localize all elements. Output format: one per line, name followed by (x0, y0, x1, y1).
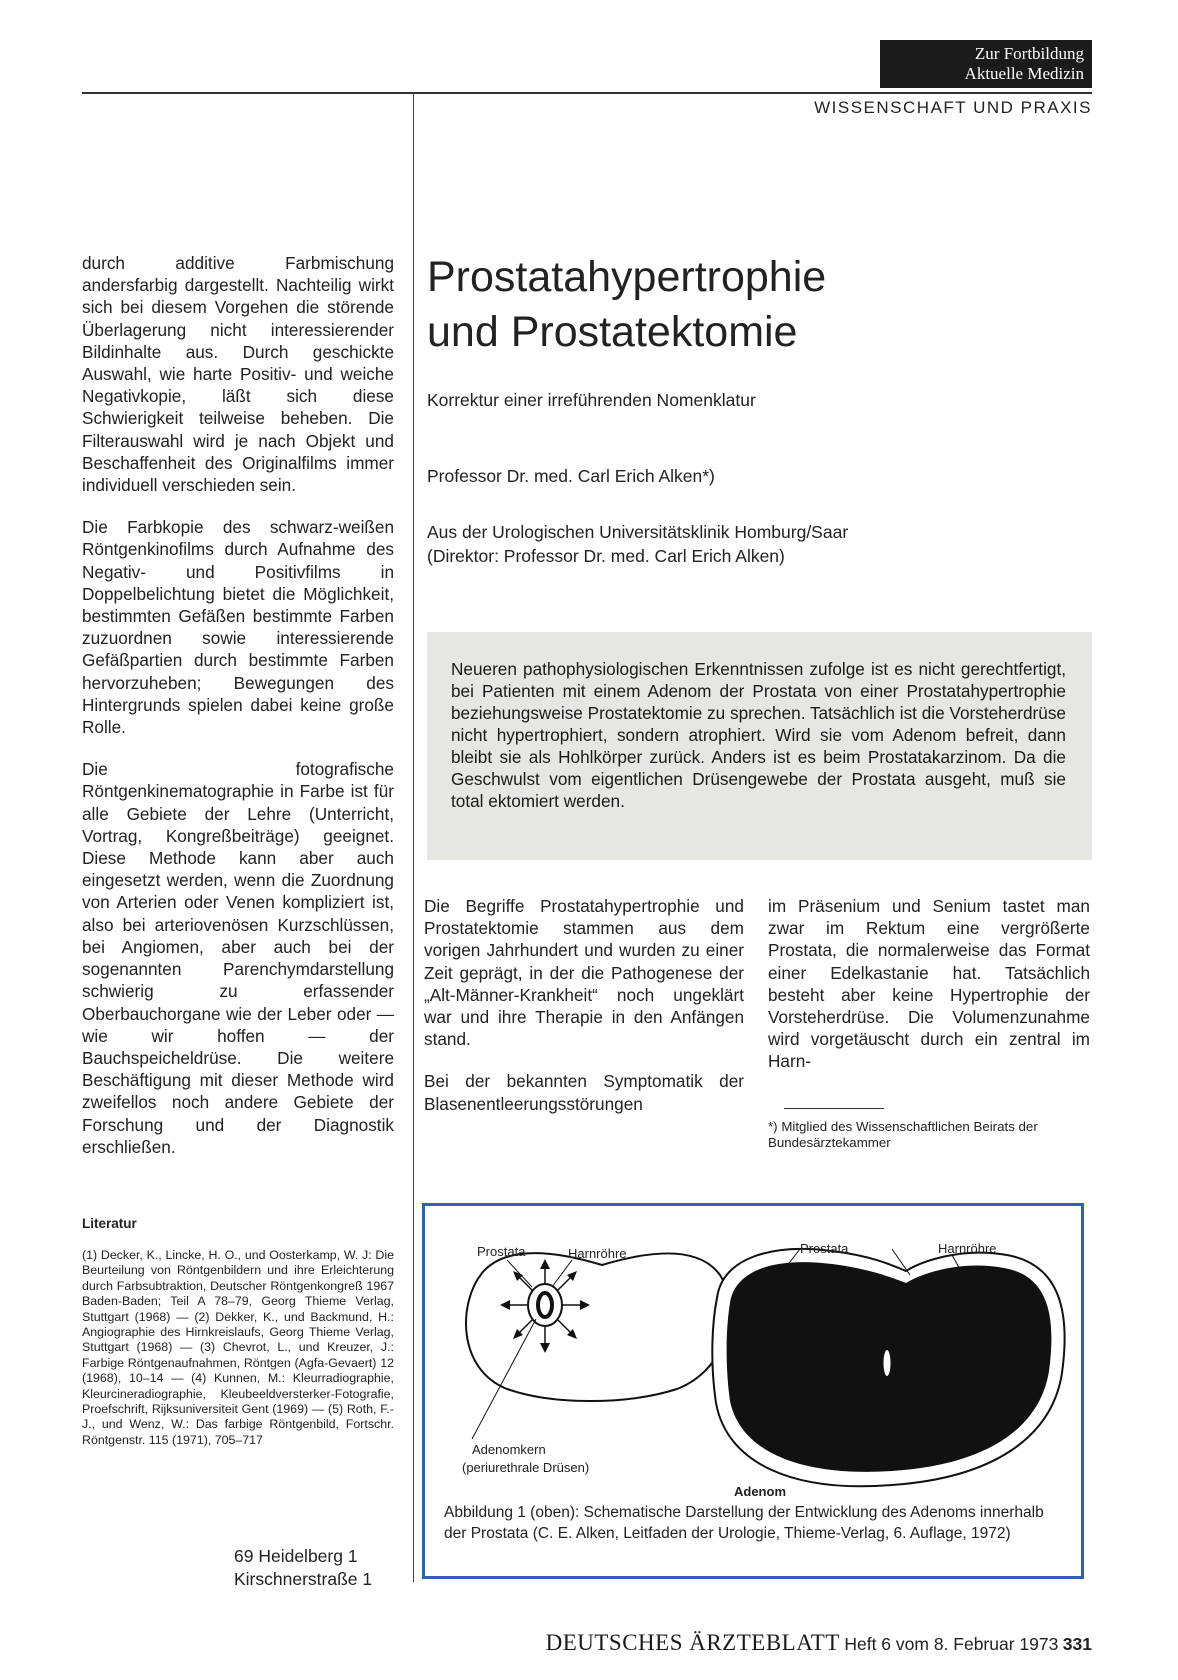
page-number: 331 (1062, 1634, 1092, 1654)
left-label-harnroehre: Harnröhre (568, 1246, 627, 1261)
left-paragraph-1: durch additive Farbmischung andersfarbig dargestellt. Nachteilig wirkt sich bei diesem Vorgehen die störende Überlagerung nicht interessierender Bildinhalte aus. Durch geschickte Auswahl, wie harte Positiv- und weiche Negativkopie, läßt sich diese Schwierigkeit teilweise beheben. Die Filterauswahl wird je nach Objekt und Beschaffenheit des Originalfilms immer individuell verschieden sein. (82, 253, 394, 496)
literature-heading: Literatur (82, 1216, 137, 1231)
advanced-stage-prostate (712, 1249, 1064, 1486)
title-line-2: und Prostatektomie (427, 308, 798, 356)
footnote (768, 1119, 1090, 1151)
body-col1-paragraph-1: Die Begriffe Prostatahypertrophie und Prostatektomie stammen aus dem vorigen Jahrhundert und wurden zu einer Zeit geprägt, in der die Pathogenese der „Alt-Männer-Krankheit“ noch ungeklärt war und ihre Therapie in den Anfängen stand. (424, 896, 744, 1050)
affiliation-line-1: Aus der Urologischen Universitätsklinik Homburg/Saar (427, 522, 849, 542)
author-address (234, 1545, 372, 1591)
page-footer (470, 1630, 1092, 1656)
body-col1-paragraph-2: Bei der bekannten Symptomatik der Blasenentleerungsstörungen (424, 1071, 744, 1114)
literature-text: (1) Decker, K., Lincke, H. O., und Oosterkamp, W. J: Die Beurteilung von Röntgenbildern und ihre Erleichterung durch Farbsubtraktion, Deutscher Röntgenkongreß 1967 Baden-Baden; Teil A 78–79, Georg Thieme Verlag, Stuttgart (1968) — (2) Dekker, K., und Backmund, H.: Angiographie des Hirnkreislaufs, Georg Thieme Verlag, Stuttgart (1968) — (3) Chevrot, L., und Kreuzer, J.: Farbige Röntgenaufnahmen, Röntgen (Agfa-Gevaert) 12 (1968), 10–14 — (4) Kunnen, M.: Kleurradiographie, Kleurcineradiographie, Kleubeeldversterker-Fotografie, Proefschrift, Rijksuniversiteit Gent (1969) — (5) Roth, F.-J., und Wenz, W.: Das farbige Röntgenbild, Fortschr. Röntgenstr. 115 (1971), 705–717 (82, 1248, 394, 1447)
left-paragraph-3: Die fotografische Röntgenkinematographie in Farbe ist für alle Gebiete der Lehre (Unterricht, Vortrag, Kongreßbeiträge) geeignet. Diese Methode kann aber auch eingesetzt werden, wenn die Zuordnung von Arterien oder Venen kompliziert ist, also bei arteriovenösen Kurzschlüssen, bei Angiomen, aber auch bei der sogenannten Parenchymdarstellung schwierig zu erfassender Oberbauchorgane wie der Leber oder — wie wir hoffen — der Bauchspeicheldrüse. Die weitere Beschäftigung mit dieser Methode wird zweifellos noch andere Gebiete der Forschung und der Diagnostik erschließen. (82, 759, 394, 1157)
article-affiliation (427, 520, 848, 568)
affiliation-line-2: (Direktor: Professor Dr. med. Carl Erich Alken) (427, 546, 785, 566)
abstract-text: Neueren pathophysiologischen Erkenntnissen zufolge ist es nicht gerechtfertigt, bei Patienten mit einem Adenom der Prostata von einer Prostatahypertrophie beziehungsweise Prostatektomie zu sprechen. Tatsächlich ist die Vorsteherdrüse nicht hypertrophiert, sondern atrophiert. Wird sie vom Adenom befreit, dann bleibt sie als Hohlkörper zurück. Anders ist es beim Prostatakarzinom. Da die Geschwulst vom eigentlichen Drüsengewebe der Prostata ausgeht, muß sie total ektomiert werden. (451, 659, 1066, 811)
journal-name: DEUTSCHES ÄRZTEBLATT (545, 1630, 840, 1655)
right-label-prostata: Prostata (800, 1241, 849, 1256)
footnote-text: Mitglied des Wissenschaftlichen Beirats der Bundesärztekammer (768, 1119, 1038, 1150)
right-label-adenom: Adenom (734, 1484, 786, 1499)
title-line-1: Prostatahypertrophie (427, 253, 827, 301)
address-line-2: Kirschnerstraße 1 (234, 1569, 373, 1589)
badge-line-2: Aktuelle Medizin (964, 64, 1084, 83)
left-label-drusen: (periurethrale Drüsen) (462, 1460, 590, 1475)
article-title (427, 250, 1087, 360)
body-column-2 (768, 895, 1090, 1093)
left-paragraph-2: Die Farbkopie des schwarz-weißen Röntgenkinofilms durch Aufnahme des Negativ- und Positivfilms in Doppelbelichtung bietet die Möglichkeit, bestimmten Gefäßen bestimmte Farben zuzuordnen sowie interessierende Gefäßpartien durch bestimmte Farben hervorzuheben; Bewegungen des Hintergrunds spielen dabei keine große Rolle. (82, 517, 394, 738)
section-heading: WISSENSCHAFT UND PRAXIS (814, 98, 1092, 117)
left-column (82, 252, 394, 1178)
left-label-adenomkern: Adenomkern (472, 1442, 546, 1457)
abstract-box (427, 632, 1092, 860)
body-column-1 (424, 895, 744, 1135)
column-divider (413, 92, 414, 1582)
badge-line-1: Zur Fortbildung (974, 44, 1084, 63)
address-line-1: 69 Heidelberg 1 (234, 1546, 358, 1566)
left-label-prostata: Prostata (477, 1244, 526, 1259)
rubric-badge (880, 40, 1092, 88)
issue-info: Heft 6 vom 8. Februar 1973 (844, 1634, 1059, 1654)
article-subtitle: Korrektur einer irreführenden Nomenklatur (427, 390, 756, 410)
footnote-mark: *) (768, 1119, 778, 1134)
early-stage-prostate (466, 1253, 730, 1439)
article-author: Professor Dr. med. Carl Erich Alken*) (427, 466, 715, 486)
body-col2-paragraph-1: im Präsenium und Senium tastet man zwar im Rektum eine vergrößerte Prostata, die normalerweise das Format einer Edelkastanie hat. Tatsächlich besteht aber keine Hypertrophie der Vorsteherdrüse. Die Volumenzunahme wird vorgetäuscht durch ein zentral im Harn- (768, 896, 1090, 1072)
figure-caption: Abbildung 1 (oben): Schematische Darstellung der Entwicklung des Adenoms innerhalb der Prostata (C. E. Alken, Leitfaden der Urologie, Thieme-Verlag, 6. Auflage, 1972) (444, 1504, 1044, 1542)
header-rule (82, 92, 1092, 94)
footnote-rule (784, 1108, 884, 1109)
right-label-harnroehre: Harnröhre (938, 1241, 997, 1256)
